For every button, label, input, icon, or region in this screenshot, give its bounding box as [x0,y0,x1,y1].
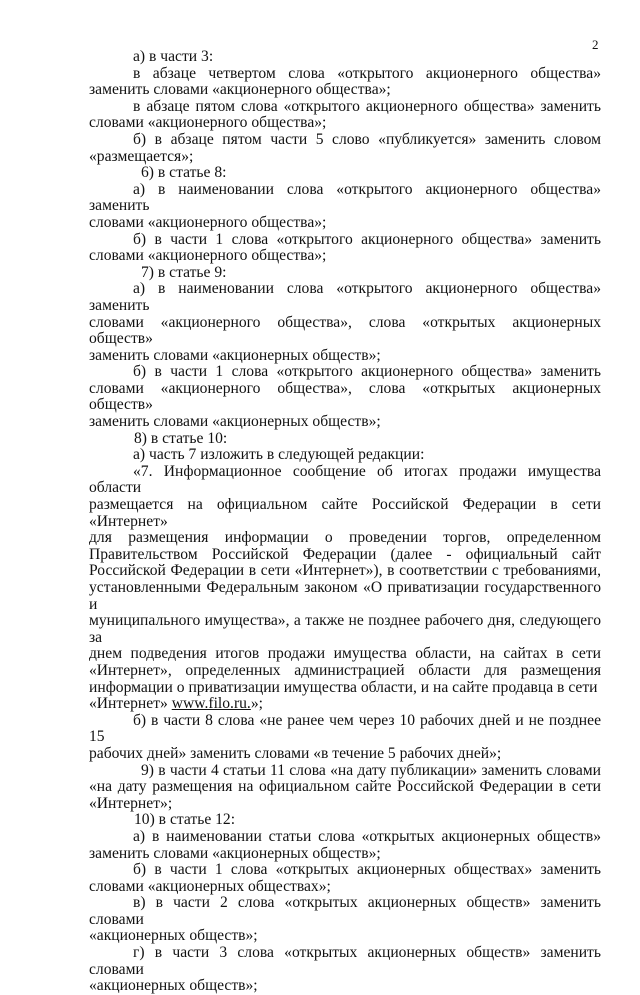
paragraph-line: рабочих дней» заменить словами «в течение 5 рабочих дней»; [89,744,502,762]
paragraph-line: 6) в статье 8: [141,164,227,182]
website-link[interactable]: www.filo.ru. [171,695,251,713]
paragraph-line: «акционерных обществ»; [89,927,258,945]
paragraph-line: днем подведения итогов продажи имущества области, на сайтах в сети [89,645,601,663]
paragraph-line: а) часть 7 изложить в следующей редакции: [133,446,425,464]
paragraph-line: для размещения информации о проведении торгов, определенном [89,529,601,547]
paragraph-line: в абзаце четвертом слова «открытого акционерного общества» [133,64,601,82]
paragraph-line: «Интернет», определенных администрацией области для размещения [89,661,601,679]
paragraph-line: информации о приватизации имущества области, и на сайте продавца в сети [89,678,598,696]
paragraph-line: «акционерных обществ»; [89,977,258,995]
paragraph-line: 10) в статье 12: [134,811,236,829]
paragraph-line: словами «акционерного общества», слова «открытых акционерных обществ» [89,313,601,348]
link-suffix: »; [250,695,263,713]
paragraph-line: 9) в части 4 статьи 11 слова «на дату публикации» заменить словами [141,761,601,779]
paragraph-line: словами «акционерного общества», слова «открытых акционерных обществ» [89,379,601,414]
paragraph-line: заменить словами «акционерных обществ»; [89,346,381,364]
paragraph-line: б) в части 1 слова «открытого акционерного общества» заменить [133,230,601,248]
paragraph-line: б) в части 8 слова «не ранее чем через 10 рабочих дней и не позднее 15 [89,711,601,746]
paragraph-line: «7. Информационное сообщение об итогах продажи имущества области [89,462,601,497]
paragraph-line: 8) в статье 10: [134,429,228,447]
paragraph-line: размещается на официальном сайте Российской Федерации в сети «Интернет» [89,496,601,530]
paragraph-line: заменить словами «акционерных обществ»; [89,844,381,862]
paragraph-line: 7) в статье 9: [141,263,227,281]
paragraph-line: в абзаце пятом слова «открытого акционерного общества» заменить [133,97,601,115]
paragraph-line: Российской Федерации в сети «Интернет»), в соответствии с требованиями, [89,562,601,580]
page-number: 2 [592,37,599,52]
link-prefix: «Интернет» [89,695,172,713]
paragraph-line: г) в части 3 слова «открытых акционерных обществ» заменить словами [89,944,601,978]
paragraph-line: словами «акционерного общества»; [89,247,327,265]
paragraph-line: словами «акционерного общества»; [89,114,327,132]
paragraph-line: Правительством Российской Федерации (далее - официальный сайт [89,545,601,563]
paragraph-line: б) в части 1 слова «открытых акционерных обществах» заменить [133,861,601,879]
paragraph-line: а) в наименовании статьи слова «открытых акционерных обществ» [133,827,601,845]
paragraph-line: установленными Федеральным законом «О приватизации государственного и [89,579,601,613]
paragraph-line: муниципального имущества», а также не позднее рабочего дня, следующего за [89,612,601,646]
paragraph-line: б) в абзаце пятом части 5 слово «публикуется» заменить словом [133,130,601,148]
paragraph-line [89,696,601,713]
document-body [89,49,601,995]
paragraph-line: в) в части 2 слова «открытых акционерных обществ» заменить словами [89,894,601,928]
paragraph-line: словами «акционерного общества»; [89,213,327,231]
paragraph-line: заменить словами «акционерных обществ»; [89,413,381,431]
paragraph-line: «размещается»; [89,147,194,165]
paragraph-line: «на дату размещения на официальном сайте Российской Федерации в сети [89,778,601,796]
paragraph-line: заменить словами «акционерного общества»; [89,81,391,99]
paragraph-line: «Интернет»; [89,794,173,812]
paragraph-line: а) в наименовании слова «открытого акционерного общества» заменить [89,180,601,215]
paragraph-line: словами «акционерных обществах»; [89,877,331,895]
paragraph-line: а) в наименовании слова «открытого акционерного общества» заменить [89,280,601,314]
paragraph-line: а) в части 3: [133,48,214,65]
paragraph-line: б) в части 1 слова «открытого акционерного общества» заменить [133,363,601,381]
